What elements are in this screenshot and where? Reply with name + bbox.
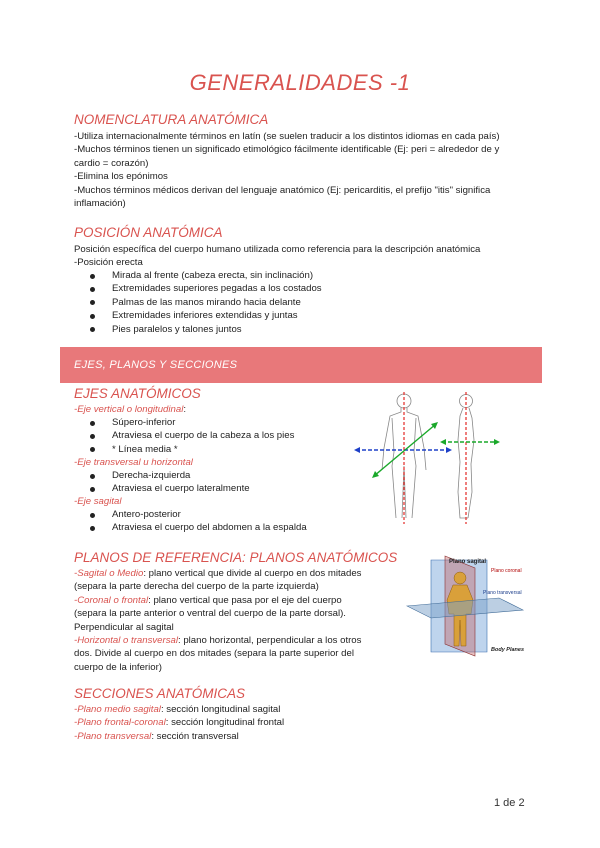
list-item: Pies paralelos y talones juntos (90, 323, 322, 336)
seccion-desc: : sección longitudinal frontal (165, 717, 285, 729)
list-item: Extremidades inferiores extendidas y juntas (90, 309, 322, 322)
text-line: -Utiliza internacionalmente términos en latín (se suelen traducir a los distintos idiomas en cada país) (74, 131, 500, 142)
arrow-head (440, 439, 446, 445)
seccion-term: -Plano transversal (74, 730, 152, 742)
page-number: 1 de 2 (494, 797, 525, 809)
page-title: GENERALIDADES -1 (189, 70, 411, 95)
text-line (74, 594, 394, 607)
axes-figure (350, 390, 542, 528)
sagital-desc: : plano vertical que divide al cuerpo en dos mitades (143, 568, 362, 579)
posicion-sub: -Posición erecta (74, 257, 143, 268)
horizontal-desc: : plano horizontal, perpendicular a los otros (177, 635, 362, 647)
list-item: Atraviesa el cuerpo de la cabeza a los pies (90, 429, 294, 442)
seccion-term: -Plano frontal-coronal (74, 717, 166, 729)
text-line (74, 634, 394, 647)
arrow-head (354, 447, 360, 453)
eje-vertical-bullets (90, 416, 294, 456)
eje-sagital-bullets (90, 508, 307, 535)
label-plano-transversal: Plano transversal (483, 590, 522, 596)
text-line: dos. Divide al cuerpo en dos mitades (separa la parte superior del (74, 648, 354, 660)
list-item: Atraviesa el cuerpo del abdomen a la espalda (90, 521, 307, 534)
section-heading-posicion: POSICIÓN ANATÓMICA (74, 225, 223, 240)
label-plano-sagital: Plano sagital (449, 559, 487, 565)
label-plano-coronal: Plano coronal (491, 568, 522, 574)
arrow-head (494, 439, 500, 445)
section-heading-planos: PLANOS DE REFERENCIA: PLANOS ANATÓMICOS (74, 550, 398, 565)
text-line: -Muchos términos tienen un significado etimológico fácilmente identificable (Ej: peri = alrededor de y (74, 144, 500, 156)
text-line: cardio = corazón) (74, 157, 149, 169)
body-planes-figure (403, 554, 533, 658)
seccion-term: -Plano medio sagital (74, 704, 161, 715)
posicion-intro: Posición específica del cuerpo humano utilizada como referencia para la descripción anatómica (74, 244, 481, 255)
section-heading-ejes: EJES ANATÓMICOS (74, 386, 201, 401)
label-body-planes: Body Planes (491, 647, 525, 653)
posicion-bullets (90, 269, 322, 336)
eje-vertical-term: -Eje vertical o longitudinal (74, 404, 184, 415)
text-line: (separa la parte derecha del cuerpo de la parte izquierda) (74, 581, 319, 593)
list-item: Atraviesa el cuerpo lateralmente (90, 482, 250, 495)
list-item: Mirada al frente (cabeza erecta, sin inclinación) (90, 269, 322, 282)
list-item (74, 703, 284, 716)
section-heading-nomenclatura: NOMENCLATURA ANATÓMICA (74, 112, 269, 127)
list-item: Palmas de las manos mirando hacia delante (90, 296, 322, 309)
text-line: -Elimina los epónimos (74, 171, 168, 183)
sagital-term: -Sagital o Medio (74, 568, 144, 579)
text-line: inflamación) (74, 198, 126, 210)
section-banner (60, 347, 542, 383)
section-heading-secciones: SECCIONES ANATÓMICAS (74, 686, 246, 701)
list-item: Derecha-izquierda (90, 469, 250, 482)
coronal-term: -Coronal o frontal (74, 594, 149, 606)
text-line: cuerpo de la inferior) (74, 661, 162, 673)
nomenclatura-text (74, 130, 554, 210)
planos-text (74, 567, 394, 674)
secciones-list (74, 703, 284, 743)
banner-label: EJES, PLANOS Y SECCIONES (74, 359, 238, 371)
horizontal-term: -Horizontal o transversal (74, 635, 178, 647)
text-line: (separa la parte anterior o ventral del cuerpo de la parte dorsal). (74, 608, 346, 620)
text-line: Perpendicular al sagital (74, 621, 174, 633)
seccion-desc: : sección transversal (151, 730, 239, 742)
eje-transversal-bullets (90, 469, 250, 496)
list-item: Extremidades superiores pegadas a los costados (90, 282, 322, 295)
eje-sagital-label: -Eje sagital (74, 496, 122, 507)
list-item: * Línea media * (90, 443, 294, 456)
text-line: -Muchos términos médicos derivan del lenguaje anatómico (Ej: pericarditis, el prefijo "itis" significa (74, 184, 491, 196)
seccion-desc: : sección longitudinal sagital (160, 704, 281, 715)
arrow-head (446, 447, 452, 453)
list-item (74, 730, 284, 743)
coronal-desc: : plano vertical que pasa por el eje del cuerpo (148, 594, 342, 606)
list-item (74, 716, 284, 729)
list-item: Súpero-inferior (90, 416, 294, 429)
text-line (74, 567, 394, 580)
eje-transversal-label: -Eje transversal u horizontal (74, 457, 193, 468)
eje-vertical-label: -Eje vertical o longitudinal: (74, 404, 186, 415)
list-item: Antero-posterior (90, 508, 307, 521)
